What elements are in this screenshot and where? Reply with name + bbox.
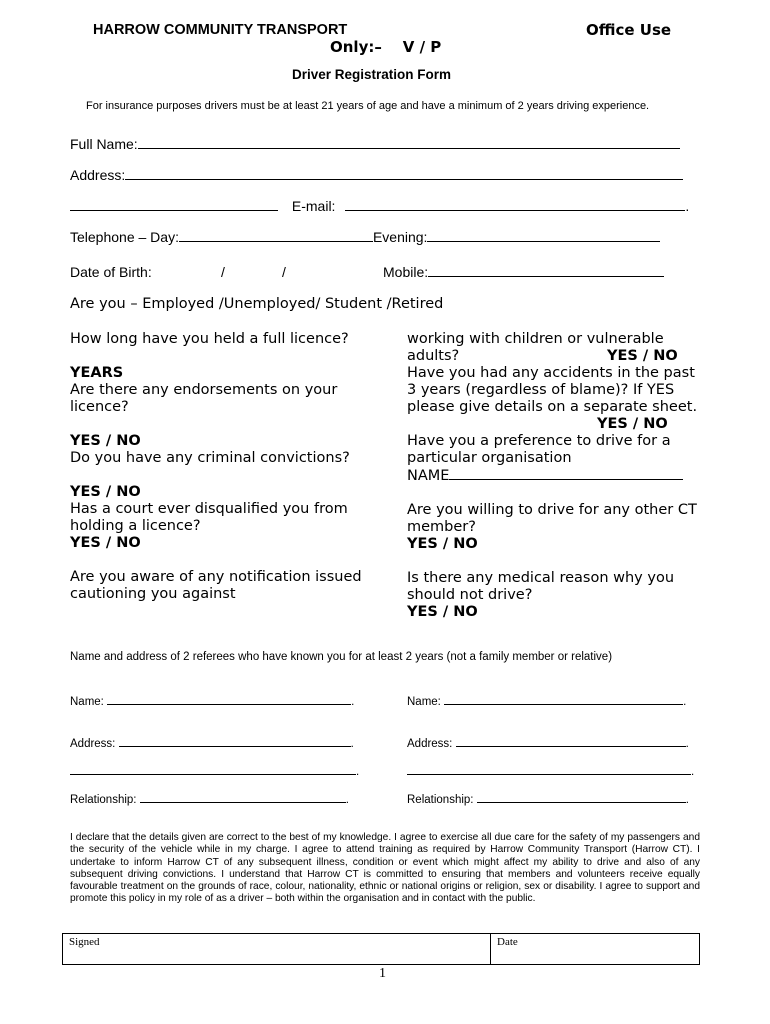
organisation-name-label: NAME xyxy=(407,468,450,484)
age-notice: For insurance purposes drivers must be at least 21 years of age and have a minimum of 2 years driving experience. xyxy=(86,100,650,112)
address-label: Address: xyxy=(70,167,126,183)
medical-answer[interactable]: YES / NO xyxy=(407,604,478,620)
page-number: 1 xyxy=(379,966,386,981)
vulnerable-adults-question: working with children or vulnerable adults? xyxy=(407,331,664,364)
notification-answer[interactable]: YES / NO xyxy=(607,348,678,364)
date-label: Date xyxy=(497,936,518,948)
referee2-name-label: Name: xyxy=(407,696,441,708)
address-field[interactable] xyxy=(125,167,683,180)
full-name-field[interactable] xyxy=(138,136,680,149)
telephone-row xyxy=(70,229,660,245)
referee2-address-row: Address: . xyxy=(407,734,689,750)
referees-intro: Name and address of 2 referees who have known you for at least 2 years (not a family member or relative) xyxy=(70,651,613,663)
referee1-address-field[interactable] xyxy=(119,734,351,747)
referee2-relationship-row: Relationship: . xyxy=(407,790,689,806)
other-ct-answer[interactable]: YES / NO xyxy=(407,536,478,552)
organisation-name-field[interactable] xyxy=(449,467,683,480)
org-name: HARROW COMMUNITY TRANSPORT xyxy=(93,22,348,38)
telephone-day-field[interactable] xyxy=(179,229,373,242)
endorsements-question: Are there any endorsements on your licence? xyxy=(70,382,338,415)
email-row: E-mail: . xyxy=(70,198,689,214)
address-row xyxy=(70,167,683,183)
referee1-address-line2-field[interactable] xyxy=(70,762,356,775)
signed-label: Signed xyxy=(69,936,100,948)
mobile-label: Mobile: xyxy=(383,264,429,280)
convictions-question: Do you have any criminal convictions? xyxy=(70,450,350,466)
referee2-address-line2-row: . xyxy=(407,762,694,778)
referee2-address-line2-field[interactable] xyxy=(407,762,691,775)
notification-question: Are you aware of any notification issued cautioning you against xyxy=(70,569,362,602)
evening-label: Evening: xyxy=(372,229,428,245)
referee1-address-row: Address: . xyxy=(70,734,354,750)
dob-label: Date of Birth: xyxy=(70,264,152,280)
other-ct-question: Are you willing to drive for any other CT member? xyxy=(407,502,697,535)
office-use-codes: Only:– V / P xyxy=(330,38,442,56)
referee2-name-field[interactable] xyxy=(444,692,683,705)
dob-slash-1: / xyxy=(221,264,225,280)
mobile-row xyxy=(383,264,664,280)
licence-duration-question: How long have you held a full licence? xyxy=(70,331,349,347)
full-name-label: Full Name: xyxy=(70,136,138,152)
right-question-column xyxy=(407,331,703,621)
referee1-name-row: Name: . xyxy=(70,692,354,708)
referee1-address-label: Address: xyxy=(70,738,116,750)
email-label: E-mail: xyxy=(291,198,336,214)
referee1-relationship-row: Relationship: . xyxy=(70,790,349,806)
referee2-address-field[interactable] xyxy=(456,734,686,747)
referee1-name-label: Name: xyxy=(70,696,104,708)
referee2-name-row: Name: . xyxy=(407,692,686,708)
referee2-relationship-label: Relationship: xyxy=(407,794,474,806)
referee1-address-line2-row: . xyxy=(70,762,359,778)
endorsements-answer[interactable]: YES / NO xyxy=(70,433,141,449)
date-cell[interactable] xyxy=(491,934,700,965)
address-line2-field[interactable] xyxy=(70,198,278,211)
accidents-answer[interactable]: YES / NO xyxy=(597,416,668,432)
convictions-answer[interactable]: YES / NO xyxy=(70,484,141,500)
office-use-label: Office Use xyxy=(586,21,672,39)
medical-question: Is there any medical reason why you should not drive? xyxy=(407,570,675,603)
referee2-relationship-field[interactable] xyxy=(477,790,686,803)
accidents-question: Have you had any accidents in the past 3 years (regardless of blame)? If YES please give details on a separate sheet. xyxy=(407,365,698,415)
disqualified-question: Has a court ever disqualified you from holding a licence? xyxy=(70,501,348,534)
years-label: YEARS xyxy=(70,365,124,381)
dob-slash-2: / xyxy=(282,264,286,280)
declaration-text: I declare that the details given are correct to the best of my knowledge. I agree to exercise all due care for the safety of my passengers and the security of the vehicle while in my charge. I agree to attend training as required by Harrow Community Transport (Harrow CT). I undertake to inform Harrow CT of any subsequent illness, condition or event which might affect my ability to drive and also of any subsequent driving convictions. I understand that Harrow CT is committed to ensuring that members and volunteers receive equally favourable treatment on the grounds of race, colour, nationality, ethnic or national origins or religion, sex or disability. I agree to support and promote this policy in my role of as a driver – both within the organisation and in contact with the public. xyxy=(70,832,700,905)
left-question-column xyxy=(70,331,370,603)
signature-table xyxy=(62,933,700,965)
full-name-row xyxy=(70,136,680,152)
organisation-name-row xyxy=(407,467,703,485)
disqualified-answer[interactable]: YES / NO xyxy=(70,535,141,551)
email-field[interactable] xyxy=(345,198,685,211)
evening-field[interactable] xyxy=(427,229,660,242)
referee1-relationship-field[interactable] xyxy=(140,790,346,803)
referee1-relationship-label: Relationship: xyxy=(70,794,137,806)
mobile-field[interactable] xyxy=(428,264,664,277)
employment-status[interactable]: Are you – Employed /Unemployed/ Student /Retired xyxy=(70,296,444,312)
preference-question: Have you a preference to drive for a particular organisation xyxy=(407,433,671,466)
signed-cell[interactable] xyxy=(63,934,491,965)
referee1-name-field[interactable] xyxy=(107,692,351,705)
telephone-day-label: Telephone – Day: xyxy=(70,229,179,245)
referee2-address-label: Address: xyxy=(407,738,453,750)
form-title: Driver Registration Form xyxy=(292,67,452,82)
